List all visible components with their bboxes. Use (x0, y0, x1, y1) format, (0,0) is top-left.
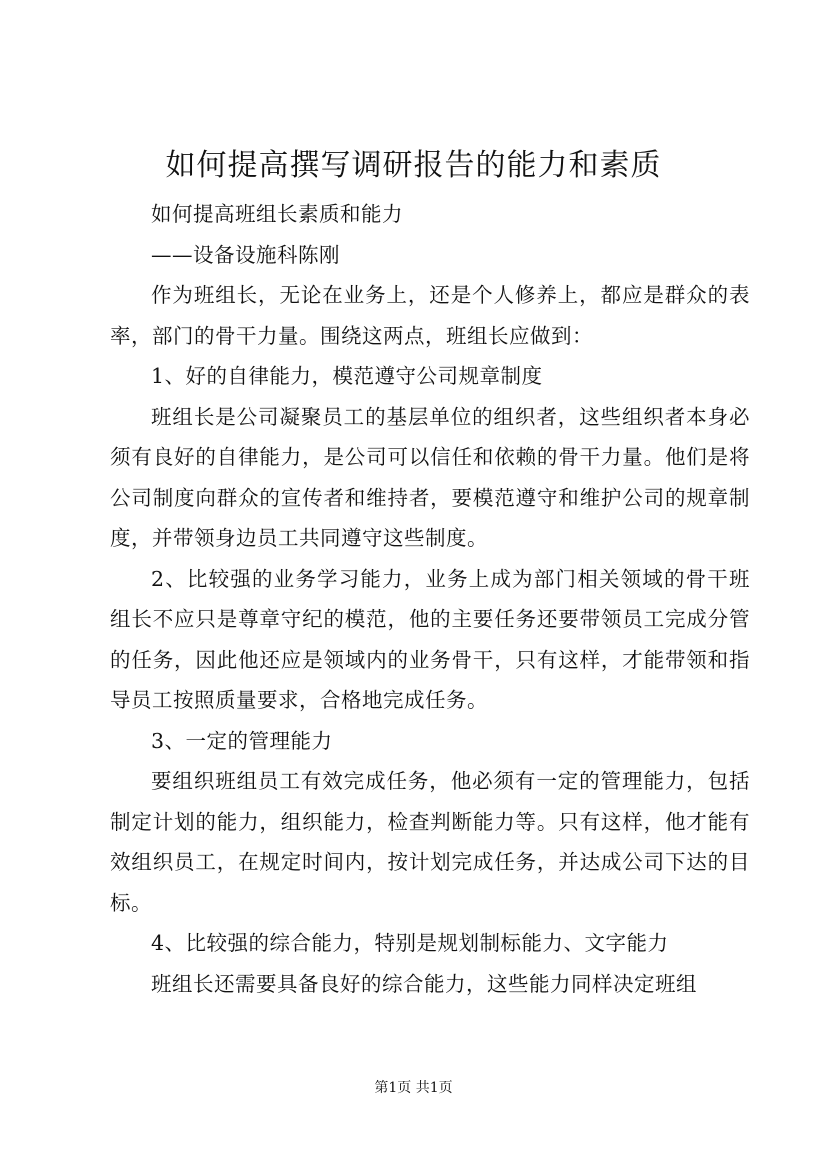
body-paragraph-1: 班组长是公司凝聚员工的基层单位的组织者，这些组织者本身必须有良好的自律能力，是公司可以信任和依赖的骨干力量。他们是将公司制度向群众的宣传者和维持者，要模范遵守和维护公司的规章制度，并带领身边员工共同遵守这些制度。 (110, 404, 750, 550)
document-body (110, 194, 750, 1004)
section-heading-3: 3、一定的管理能力 (151, 728, 333, 753)
body-paragraph-3: 要组织班组员工有效完成任务，他必须有一定的管理能力，包括制定计划的能力，组织能力，检查判断能力等。只有这样，他才能有效组织员工，在规定时间内，按计划完成任务，并达成公司下达的目标。 (110, 769, 750, 915)
body-paragraph-2: 2、比较强的业务学习能力，业务上成为部门相关领域的骨干班组长不应只是尊章守纪的模范，他的主要任务还要带领员工完成分管的任务，因此他还应是领域内的业务骨干，只有这样，才能带领和指导员工按照质量要求，合格地完成任务。 (110, 566, 750, 712)
section-heading-4: 4、比较强的综合能力，特别是规划制标能力、文字能力 (151, 931, 669, 955)
section-heading-1: 1、好的自律能力，模范遵守公司规章制度 (151, 364, 543, 388)
intro-paragraph: 作为班组长，无论在业务上，还是个人修养上，都应是群众的表率，部门的骨干力量。围绕这两点，班组长应做到： (110, 283, 750, 348)
document-title: 如何提高撰写调研报告的能力和素质 (165, 148, 662, 183)
subtitle: 如何提高班组长素质和能力 (151, 202, 403, 226)
page-footer: 第1页 共1页 (374, 1080, 453, 1096)
body-paragraph-4: 班组长还需要具备良好的综合能力，这些能力同样决定班组 (151, 971, 697, 996)
author-line: ——设备设施科陈刚 (151, 242, 340, 267)
